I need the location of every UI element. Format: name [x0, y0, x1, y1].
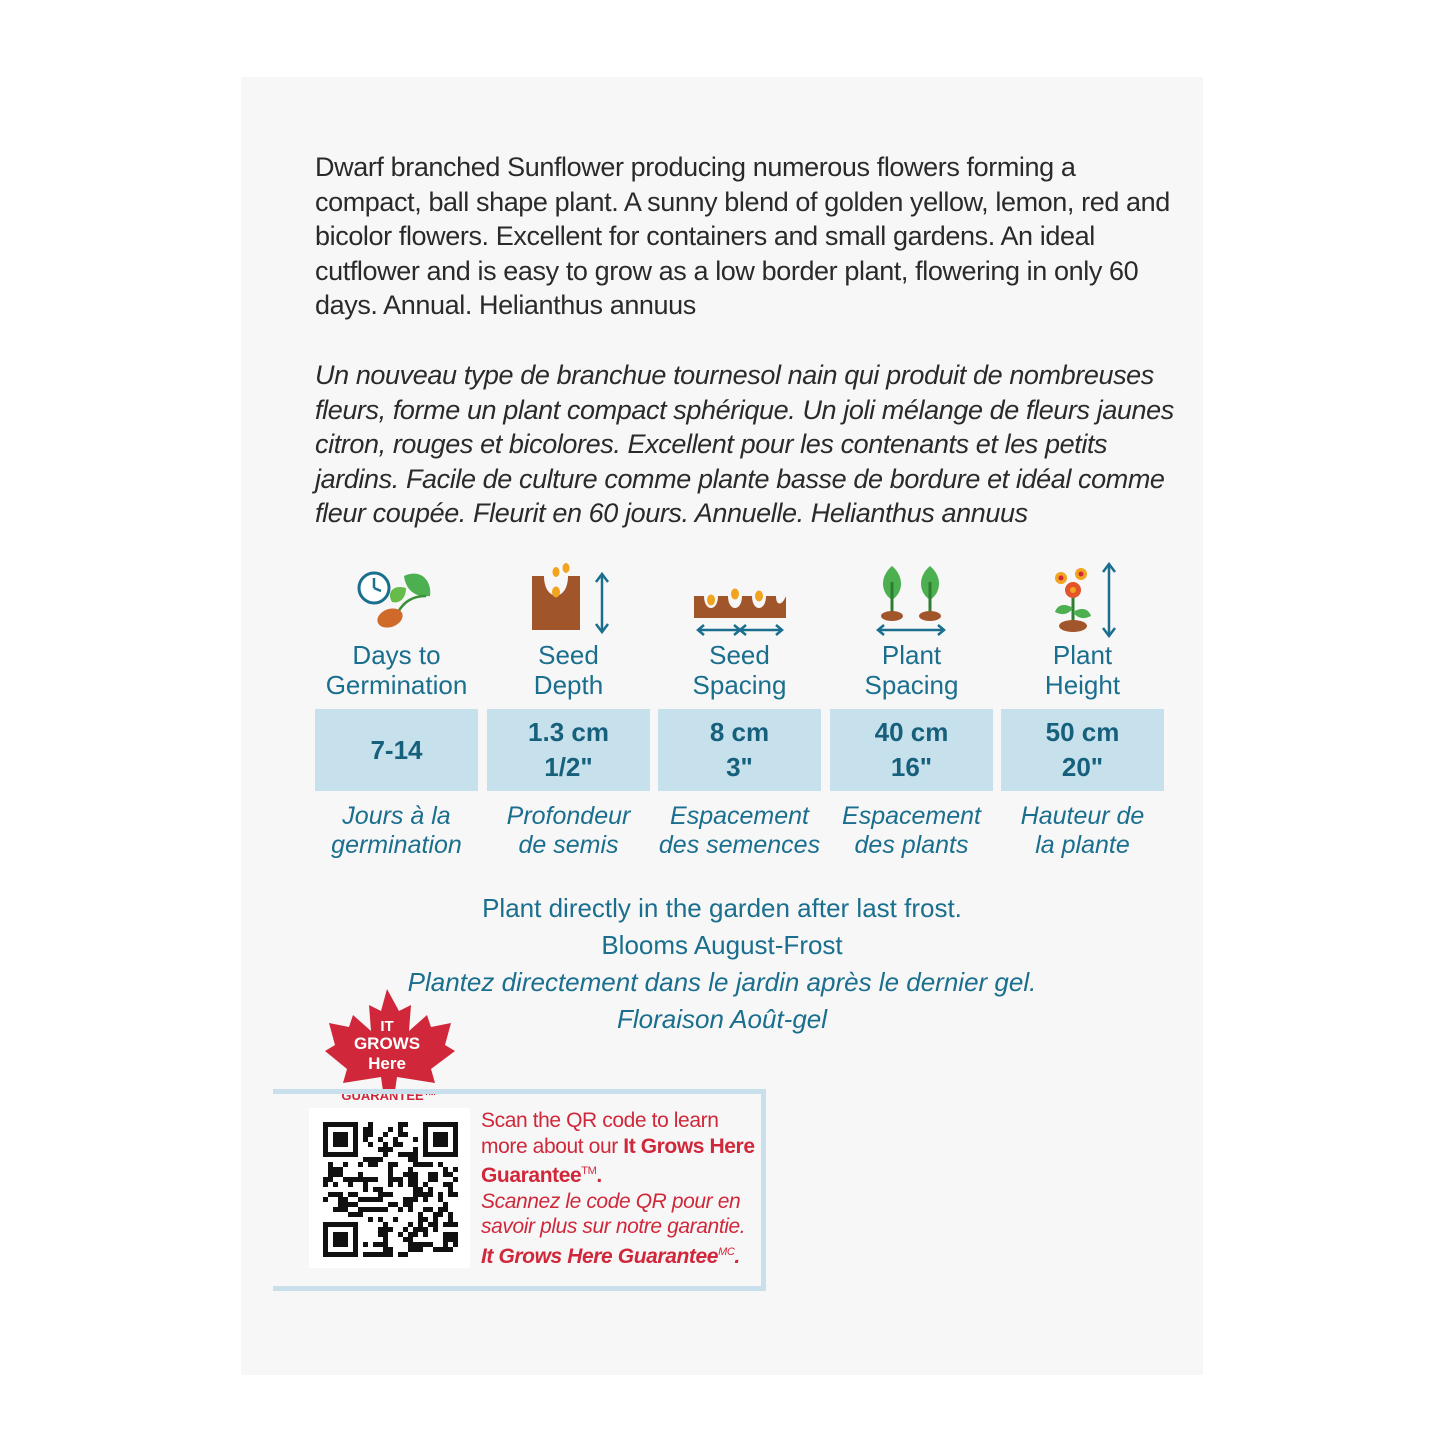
svg-text:GUARANTEE™: GUARANTEE™: [341, 1088, 437, 1103]
description-french: Un nouveau type de branchue tournesol nain qui produit de nombreuses fleurs, forme un plant compact sphérique. Un joli mélange de fleurs jaunes citron, rouges et bicolores. Excellent pour les contenants et les petits jardins. Facile de culture comme plante basse de bordure et idéal comme fleur coupée. Fleurit en 60 jours. Annuelle. Helianthus annuus: [315, 360, 1174, 528]
label-french: Espacement des semences: [658, 802, 821, 859]
maple-leaf-icon: [323, 987, 457, 1105]
svg-text:IT: IT: [380, 1018, 394, 1035]
label-english: Seed Depth: [533, 640, 604, 700]
it-grows-here-badge: [323, 987, 457, 1105]
plant-height-icon: [1001, 562, 1164, 638]
instruction-fr-line2: Floraison Août-gel: [616, 1004, 828, 1034]
instruction-fr-line1: Plantez directement dans le jardin après le dernier gel.: [407, 967, 1037, 997]
svg-text:GROWS: GROWS: [353, 1034, 421, 1053]
plant-spacing-icon: [830, 562, 993, 638]
qr-description: Scan the QR code to learn more about our It Grows Here Guarantee™. Scannez le code QR pour en savoir plus sur notre garantie. It Grows Here Guarantee$^{MC}$.: [481, 1109, 755, 1268]
label-english: Seed Spacing: [692, 640, 787, 700]
label-french: Jours à la germination: [331, 802, 462, 859]
value-box: 40 cm 16": [830, 709, 993, 791]
qr-code[interactable]: [309, 1108, 470, 1268]
seed-spacing-icon: [658, 562, 821, 638]
label-english: Plant Spacing: [864, 640, 959, 700]
seed-depth-icon: [487, 562, 650, 638]
label-english: Plant Height: [1044, 640, 1121, 700]
label-english: Days to Germination: [325, 640, 468, 700]
value-box: 1.3 cm 1/2": [487, 709, 650, 791]
instruction-en-line2: Blooms August-Frost: [601, 930, 843, 960]
clock-seedling-icon: [315, 562, 478, 638]
label-french: Profondeur de semis: [506, 802, 631, 859]
label-french: Hauteur de la plante: [1020, 802, 1145, 859]
label-french: Espacement des plants: [842, 802, 981, 859]
value-box: 7-14: [315, 709, 478, 791]
description-english: Dwarf branched Sunflower producing numerous flowers forming a compact, ball shape plant. A sunny blend of golden yellow, lemon, red and bicolor flowers. Excellent for containers and small gardens. An ideal cutflower and is easy to grow as a low border plant, flowering in only 60 days. Annual. Helianthus annuus: [315, 152, 1170, 320]
instruction-en-line1: Plant directly in the garden after last frost.: [482, 893, 962, 923]
svg-text:Here: Here: [368, 1054, 406, 1073]
value-box: 8 cm 3": [658, 709, 821, 791]
value-box: 50 cm 20": [1001, 709, 1164, 791]
